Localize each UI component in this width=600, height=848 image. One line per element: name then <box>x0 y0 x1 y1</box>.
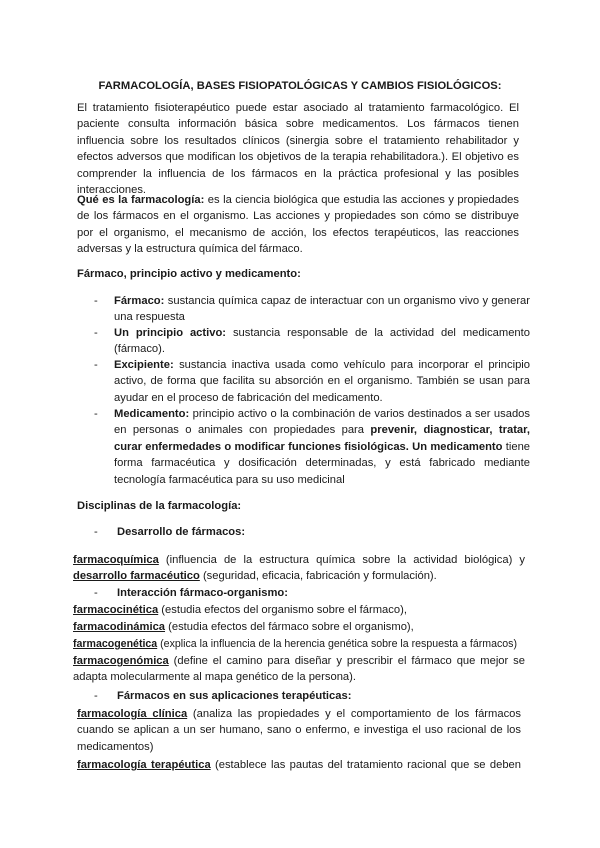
definition-term: Qué es la farmacología: <box>77 194 205 206</box>
list-item-text: sustancia responsable de la actividad del medicamento (fármaco). <box>114 327 530 356</box>
list-item-medicamento <box>114 406 530 488</box>
entry-farmacologia-terapeutica <box>77 757 521 773</box>
definition-paragraph <box>77 192 519 258</box>
list-item-text: sustancia inactiva usada como vehículo para incorporar el principio activo, de forma que facilita su absorción en el organismo. También se usan para ayudar en el proceso de fabricación del medicamento. <box>114 359 530 404</box>
definition-text: es la ciencia biológica que estudia las acciones y propiedades de los fármacos en el organismo. Las acciones y propiedades son cómo se distribuye por el organismo, el mecanismo de acción, los efectos terapéuticos, las reacciones adversas y la estructura química del fármaco. <box>77 194 519 256</box>
subheading-desarrollo: Desarrollo de fármacos: <box>117 526 246 538</box>
entry-term: farmacogenómica <box>73 655 169 667</box>
list-item-text: principio activo o la combinación de varios destinados a ser usados en personas o animales con propiedades para <box>114 408 530 437</box>
list-dash: - <box>94 587 98 599</box>
entry-text: (analiza las propiedades y el comportamiento de los fármacos cuando se aplican a un ser humano, sano o enfermo, e investiga el uso racional de los medicamentos) <box>77 708 521 753</box>
entry-term: farmacodinámica <box>73 621 166 633</box>
subheading-interaccion: Interacción fármaco-organismo: <box>117 587 288 599</box>
section-heading-farmaco: Fármaco, principio activo y medicamento: <box>77 268 301 280</box>
list-item-term: Excipiente: <box>114 359 174 371</box>
list-dash: - <box>94 327 98 339</box>
subheading-aplicaciones: Fármacos en sus aplicaciones terapéuticas: <box>117 690 352 702</box>
entry-farmacoquimica <box>73 552 525 568</box>
entry-term: farmacoquímica <box>73 554 159 566</box>
intro-paragraph: El tratamiento fisioterapéutico puede estar asociado al tratamiento farmacológico. El paciente consulta información básica sobre medicamentos. Los fármacos tienen influencia sobre los resultados clínicos (sinergia sobre el tratamiento rehabilitador y efectos adversos que modifican los objetivos de la terapia rehabilitadora.). El objetivo es comprender la influencia de los fármacos en la práctica profesional y las posibles interacciones. <box>77 102 519 197</box>
list-dash: - <box>94 690 98 702</box>
section-heading-disciplinas: Disciplinas de la farmacología: <box>77 500 242 512</box>
list-item-emphasis: prevenir, diagnosticar, tratar, curar enfermedades o modificar funciones fisiológicas. <box>114 424 530 453</box>
entry-text: (estudia efectos del fármaco sobre el organismo), <box>165 621 414 633</box>
entry-farmacologia-clinica <box>77 706 521 755</box>
entry-term: desarrollo farmacéutico <box>73 570 200 582</box>
entry-text: (explica la influencia de la herencia genética sobre la respuesta a fármacos) <box>157 638 518 650</box>
list-item-term: Fármaco: <box>114 295 165 307</box>
entry-desarrollo-farmaceutico <box>73 568 518 584</box>
list-item-text: sustancia química capaz de interactuar con un organismo vivo y generar una respuesta <box>114 295 530 324</box>
entry-text: (influencia de la estructura química sobre la actividad biológica) y <box>158 554 525 566</box>
entry-term: farmacocinética <box>73 604 159 616</box>
list-dash: - <box>94 408 98 420</box>
entry-text: (define el camino para diseñar y prescribir el fármaco que mejor se adapta molecularmente al mapa genético de la persona). <box>73 655 525 684</box>
entry-text: (seguridad, eficacia, fabricación y formulación). <box>199 570 437 582</box>
entry-text: (establece las pautas del tratamiento racional que se deben <box>210 759 521 771</box>
list-item-term: Un principio activo: <box>114 327 227 339</box>
entry-farmacocinetica <box>73 602 518 618</box>
list-item-excipiente <box>114 357 530 406</box>
list-item-emphasis: Un medicamento <box>412 440 503 453</box>
entry-term: farmacología terapéutica <box>77 759 211 771</box>
entry-farmacogenetica <box>73 636 518 652</box>
entry-term: farmacología clínica <box>77 708 188 720</box>
entry-term: farmacogenética <box>73 638 158 650</box>
list-item-term: Medicamento: <box>114 408 190 420</box>
list-item-principio-activo <box>114 325 530 358</box>
entry-farmacogenomica <box>73 653 525 686</box>
entry-farmacodinamica <box>73 619 518 635</box>
list-dash: - <box>94 359 98 371</box>
entry-text: (estudia efectos del organismo sobre el fármaco), <box>158 604 407 616</box>
list-item-farmaco <box>114 293 530 326</box>
list-dash: - <box>94 295 98 307</box>
list-item-text: tiene forma farmacéutica y dosificación determinadas, y está fabricado mediante tecnología farmacéutica para su uso medicinal <box>114 440 531 486</box>
page-title: FARMACOLOGÍA, BASES FISIOPATOLÓGICAS Y CAMBIOS FISIOLÓGICOS: <box>98 80 502 92</box>
list-dash: - <box>94 526 98 538</box>
